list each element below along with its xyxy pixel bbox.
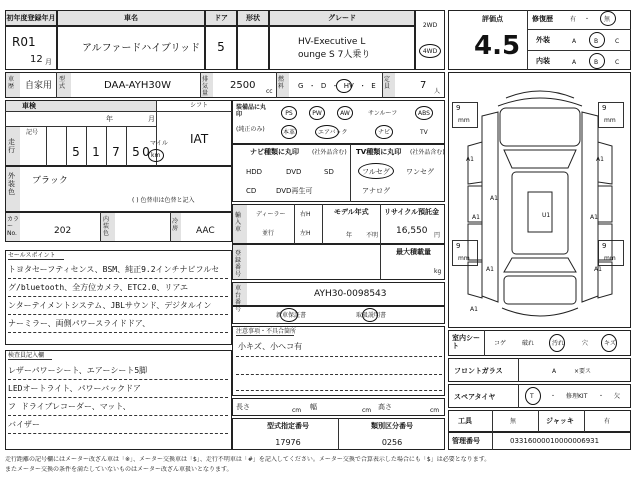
first-reg-month: 12 (30, 54, 43, 65)
color-note: ( ) 色替車は色替と記入 (132, 197, 195, 204)
spare-missing: 欠 (614, 393, 621, 400)
sales-line-1: トヨタセーフティセンス、BSM、純正9.2インチナビフルセ (8, 265, 220, 274)
ext-color-label: 外装色 (8, 172, 15, 196)
damage-a1-1: A1 (466, 156, 474, 163)
left-hand: 左H (300, 230, 311, 237)
km-label: km (151, 152, 161, 159)
damage-a1-5: A1 (590, 214, 598, 221)
width-label: 幅 (310, 403, 317, 411)
reg-value: 自家用 (25, 81, 53, 91)
repair-yes: 有 (570, 16, 577, 23)
grade-line2: ounge S 7人乗り (298, 50, 371, 60)
capacity-value: 7 (420, 80, 427, 91)
corner-9-tl: 9 (456, 104, 461, 112)
cc-unit: cc (266, 88, 273, 95)
max-load-label: 最大積載量 (396, 248, 431, 256)
vin-value: AYH30-0098543 (314, 289, 387, 299)
equipment-sublabel: (純正のみ) (236, 126, 265, 133)
repair-no: 無 (604, 16, 611, 23)
navi-hdd: HDD (246, 168, 263, 176)
repair-label: 修復歴 (532, 15, 553, 23)
mgmt-value: 03316000010000006931 (510, 437, 600, 445)
import-dealer: ディーラー (256, 211, 286, 218)
model-year-unknown: 不明 (366, 232, 379, 239)
mileage-digit-3: 7 (112, 145, 120, 159)
damage-a1-7: A1 (594, 266, 602, 273)
first-reg-year: R01 (12, 35, 36, 49)
length-label: 長さ (236, 403, 250, 411)
mm-br: mm (604, 255, 616, 262)
damage-u1: U1 (542, 212, 551, 219)
mm-tr: mm (604, 117, 616, 124)
damage-a1-8: A1 (470, 306, 478, 313)
width-cm: cm (362, 407, 372, 414)
drive-2wd: 2WD (422, 22, 438, 29)
equip-aw: AW (340, 110, 350, 117)
seat-burn: コゲ (494, 340, 507, 347)
import-label: 輸入車 (235, 212, 242, 233)
seat-dirt: 汚れ (552, 340, 565, 347)
doors-value: 5 (217, 40, 225, 54)
equip-tv: TV (420, 129, 428, 136)
length-cm: cm (292, 407, 302, 414)
ext-color-value: ブラック (32, 176, 68, 186)
inspector-line-1: レザーパワーシート、エアーシート5脚 (8, 366, 148, 375)
shift-label: シフト (190, 102, 209, 109)
fuel-e: E (371, 82, 376, 90)
shape-label: 形状 (246, 14, 260, 22)
sales-line-3: ンターテイメントシステム、JBLサウンド、デジタルイン (8, 301, 212, 310)
inspector-label: 検査員記入欄 (8, 352, 45, 359)
int-b: B (594, 59, 599, 66)
navi-cd: CD (246, 187, 257, 195)
car-outline-diagram (448, 72, 631, 328)
equip-sunroof: サンルーフ (368, 110, 398, 117)
mgmt-label: 管理番号 (452, 437, 480, 445)
damage-a1-4: A1 (472, 214, 480, 221)
height-cm: cm (430, 407, 440, 414)
grade-line1: HV-Executive L (298, 37, 366, 47)
interior-label: 内装色 (103, 216, 110, 237)
ac-label: 冷房 (172, 218, 179, 232)
ext-b: B (594, 38, 599, 45)
tools-label: 工具 (458, 417, 472, 425)
footer-line-2: またメーター交換の条件を満たしていないものはメーター改ざん車扱いとなります。 (5, 466, 233, 473)
recycle-yen: 円 (434, 232, 441, 239)
color-no-label: カラーNo. (7, 216, 20, 237)
model-year-unit: 年 (346, 232, 353, 239)
recorded-label: 記号 (26, 129, 39, 136)
seat-label: 室内シート (452, 334, 480, 350)
navi-dvd: DVD (286, 168, 302, 176)
right-hand: 右H (300, 211, 311, 218)
seat-scratch: キズ (604, 340, 616, 347)
jack-value: 有 (604, 418, 611, 425)
glass-a: A (552, 368, 557, 375)
mileage-label: 走行 (8, 138, 15, 154)
equip-ps: PS (285, 110, 293, 117)
navi-dvd-play: DVD再生可 (276, 187, 313, 195)
class-no-value: 0256 (381, 438, 403, 447)
month-unit: 月 (45, 58, 52, 66)
navi-sd: SD (324, 168, 334, 176)
sales-line-2: グ/bluetooth、全方位カメラ、ETC2.0、リアエ (8, 283, 189, 292)
door-label: ドア (214, 14, 228, 22)
ac-value: AAC (196, 226, 215, 236)
inspector-line-4: バイザー (8, 420, 40, 429)
drive-4wd: 4WD (422, 48, 438, 55)
equip-pw: PW (312, 110, 322, 117)
class-no-label: 類別区分番号 (371, 422, 413, 430)
person-unit: 人 (434, 88, 441, 95)
corner-9-br: 9 (602, 242, 607, 250)
shaken-label: 車検 (22, 102, 36, 110)
vin-label: 車台番号 (235, 285, 242, 313)
new-warranty: 新車保証書 (276, 312, 307, 319)
spare-kit: 修理KIT (566, 393, 588, 400)
corner-9-tr: 9 (602, 104, 607, 112)
owner-manual: 取扱説明書 (356, 312, 387, 319)
navi-label: ナビ種類に丸印 (250, 148, 299, 156)
seat-tear: 破れ (522, 340, 535, 347)
mileage-digit-4: 5 (132, 145, 140, 159)
type-no-label: 型式指定番号 (267, 422, 309, 430)
int-c: C (615, 59, 620, 66)
first-reg-label: 初年度登録年月 (6, 14, 56, 22)
spare-t: T (530, 393, 534, 400)
tv-analog: アナログ (362, 187, 390, 195)
model-year-label: モデル年式 (334, 208, 369, 216)
seat-hole: 穴 (582, 340, 589, 347)
tv-oneseg: ワンセグ (406, 168, 434, 176)
corner-9-bl: 9 (456, 242, 461, 250)
grade-label: グレード (328, 14, 356, 22)
score-label: 評価点 (482, 15, 503, 23)
model-value: DAA-AYH30W (104, 80, 171, 91)
damage-a1-3: A1 (490, 195, 498, 202)
fuel-d: D (320, 82, 327, 90)
sales-label: セールスポイント (8, 252, 56, 259)
shaken-year-unit: 年 (106, 115, 113, 123)
navi-sublabel: (社外品含む) (312, 149, 347, 156)
tv-label: TV種類に丸印 (356, 148, 402, 156)
mm-bl: mm (458, 255, 470, 262)
glass-label: フロントガラス (454, 367, 503, 375)
inspector-line-2: LEDオートライト、パワーバックドア (8, 384, 141, 393)
notes-value: 小キズ、小ヘコ有 (238, 342, 303, 351)
model-label: 型式 (59, 76, 66, 90)
sales-line-4: ナーミラー、両側パワースライドドア、 (8, 319, 151, 328)
fuel-hv: HV (343, 82, 354, 90)
mileage-digit-2: 1 (92, 145, 100, 159)
mileage-digit-5: 0 (142, 145, 150, 159)
car-name-value: アルファードハイブリッド (82, 43, 201, 54)
mileage-digit-1: 5 (72, 145, 80, 159)
capacity-label: 定員 (384, 76, 391, 90)
mile-label: マイル (150, 140, 168, 147)
shift-value: IAT (190, 132, 209, 146)
height-label: 高さ (378, 403, 392, 411)
reg-no-label: 登録番号 (235, 250, 242, 278)
recycle-label: リサイクル預託金 (384, 208, 440, 216)
spare-label: スペアタイヤ (454, 393, 496, 401)
type-no-value: 17976 (275, 438, 301, 447)
tools-value: 無 (510, 418, 517, 425)
ext-a: A (572, 38, 577, 45)
max-load-kg: kg (434, 268, 442, 275)
interior-grade-label: 内装 (536, 57, 550, 65)
equip-abs: ABS (418, 110, 430, 117)
jack-label: ジャッキ (546, 417, 574, 425)
equip-navi: ナビ (377, 129, 390, 136)
recycle-value: 16,550 (396, 226, 428, 236)
import-parallel: 並行 (262, 230, 275, 237)
fuel-g: G (298, 82, 304, 90)
footer-line-1: 走行距離の記号欄にはメーター改ざん車は「※」、メーター交換車は「$」、走行不明車は「#」を記入してください。メーター交換で合算表示した場合にも「$」は必要となります。 (5, 456, 491, 463)
glass-replace: ×要ス (574, 368, 592, 375)
damage-a1-2: A1 (596, 156, 604, 163)
tv-sublabel: (社外品含む) (410, 149, 445, 156)
score-value: 4.5 (474, 31, 521, 61)
ext-c: C (615, 38, 620, 45)
exterior-label: 外装 (536, 36, 550, 44)
car-name-label: 車名 (124, 14, 138, 22)
tv-fullseg: フルセグ (362, 168, 390, 176)
equip-leather: 本革 (282, 129, 295, 136)
notes-label: 注意事項・不具合箇所 (236, 328, 297, 335)
inspector-line-3: フ ドライブレコーダー、マット、 (8, 402, 131, 411)
reg-label: 車歴 (8, 76, 15, 90)
equip-airbag: エアバック (318, 129, 348, 136)
shaken-month-unit: 月 (148, 115, 155, 123)
color-no-value: 202 (54, 226, 72, 236)
damage-a1-6: A1 (486, 266, 494, 273)
fuel-label: 燃料 (278, 76, 285, 90)
equipment-label: 装備品に丸印 (236, 104, 267, 118)
displacement-label: 排気量 (202, 76, 209, 97)
displacement-value: 2500 (230, 80, 256, 91)
mm-tl: mm (458, 117, 470, 124)
int-a: A (572, 59, 577, 66)
